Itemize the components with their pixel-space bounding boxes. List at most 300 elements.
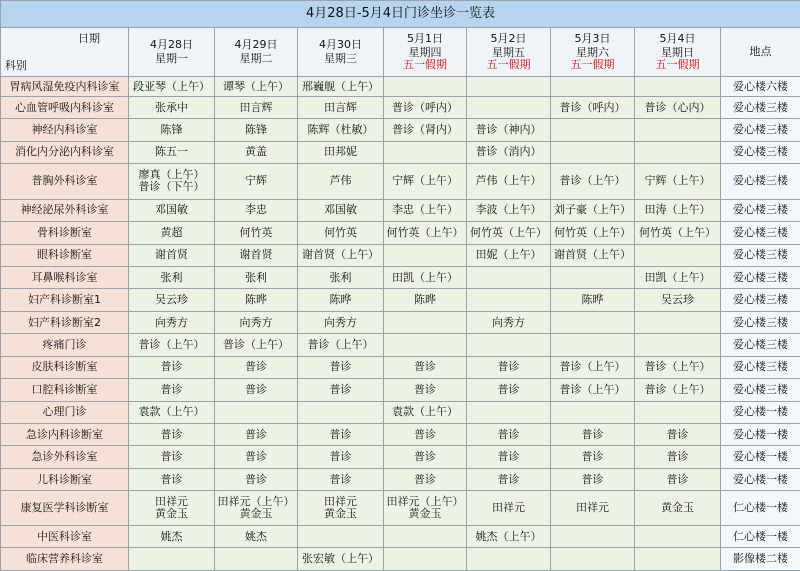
- schedule-cell: [384, 468, 467, 490]
- doctor-entry: 黄金玉: [239, 507, 273, 521]
- header-date: 4月30日: [319, 37, 362, 51]
- schedule-cell: [129, 525, 215, 547]
- table-row: [1, 548, 800, 571]
- doctor-entry: 普诊（上午）: [644, 360, 711, 374]
- schedule-cell: [467, 119, 551, 141]
- schedule-cell: [298, 119, 384, 141]
- table-row: [1, 77, 800, 96]
- header-day-2: [298, 27, 384, 77]
- schedule-cell: [467, 222, 551, 244]
- schedule-cell: [384, 401, 467, 423]
- doctor-entry: 田涛（上午）: [644, 203, 711, 217]
- doctor-entry: 陈辉（杜敏）: [307, 122, 374, 136]
- schedule-cell: [215, 77, 298, 96]
- schedule-cell: [635, 311, 721, 333]
- doctor-entry: 普诊: [245, 360, 267, 374]
- schedule-cell: [467, 379, 551, 401]
- doctor-entry: 普诊: [581, 427, 604, 441]
- table-row: [1, 446, 800, 468]
- schedule-cell: [129, 289, 215, 311]
- schedule-cell: [384, 334, 467, 356]
- doctor-entry: 谭琴（上午）: [223, 79, 289, 93]
- table-row: [1, 119, 800, 141]
- doctor-entry: 普诊: [497, 427, 520, 441]
- location-cell: 爱心楼三楼: [721, 199, 800, 221]
- schedule-cell: [551, 446, 635, 468]
- schedule-cell: [298, 334, 384, 356]
- doctor-entry: 黄超: [160, 225, 183, 239]
- doctor-entry: 姚杰: [245, 529, 267, 543]
- schedule-cell: [384, 96, 467, 118]
- doctor-entry: 普诊: [329, 427, 352, 441]
- schedule-cell: [635, 164, 721, 200]
- schedule-cell: [551, 548, 635, 571]
- doctor-entry: 田言辉: [239, 100, 273, 114]
- doctor-entry: 向秀方: [239, 315, 273, 329]
- dept-name: 妇产科诊断室1: [1, 289, 129, 311]
- dept-name: 心理门诊: [1, 401, 129, 423]
- doctor-entry: 普诊: [329, 382, 352, 396]
- doctor-entry: 普诊（上午）: [223, 338, 289, 351]
- schedule-cell: [298, 379, 384, 401]
- schedule-cell: [467, 164, 551, 200]
- schedule-cell: [215, 379, 298, 401]
- dept-name: 临床营养科诊室: [1, 548, 129, 571]
- schedule-cell: [467, 267, 551, 289]
- schedule-cell: [551, 401, 635, 423]
- schedule-cell: [215, 199, 298, 221]
- location-cell: 爱心楼一楼: [721, 468, 800, 490]
- doctor-entry: 普诊: [329, 360, 352, 374]
- header-date: 4月28日: [150, 37, 193, 51]
- dept-name: 中医科诊室: [1, 525, 129, 547]
- schedule-cell: [215, 401, 298, 423]
- title-row: [1, 1, 800, 28]
- doctor-entry: 田祥元（上午）: [386, 495, 464, 509]
- schedule-cell: [129, 164, 215, 200]
- doctor-entry: 陈晔: [245, 293, 267, 307]
- schedule-cell: [467, 141, 551, 163]
- dept-name: 急诊内科诊断室: [1, 423, 129, 445]
- dept-name: 急诊外科诊室: [1, 446, 129, 468]
- doctor-entry: 普诊（上午）: [559, 174, 626, 188]
- location-cell: 仁心楼一楼: [721, 525, 800, 547]
- schedule-cell: [298, 446, 384, 468]
- schedule-cell: [635, 96, 721, 118]
- schedule-cell: [298, 222, 384, 244]
- schedule-cell: [215, 468, 298, 490]
- doctor-entry: 向秀方: [324, 315, 357, 329]
- table-row: [1, 525, 800, 547]
- location-cell: 爱心楼三楼: [721, 289, 800, 311]
- schedule-cell: [215, 222, 298, 244]
- schedule-cell: [298, 525, 384, 547]
- schedule-cell: [551, 96, 635, 118]
- schedule-cell: [215, 491, 298, 526]
- doctor-entry: 谢首贤: [155, 248, 188, 262]
- schedule-cell: [129, 379, 215, 401]
- schedule-cell: [129, 222, 215, 244]
- schedule-cell: [551, 77, 635, 96]
- schedule-cell: [215, 119, 298, 141]
- doctor-entry: 陈锋: [245, 122, 267, 136]
- dept-name: 眼科诊断室: [1, 244, 129, 266]
- header-date: 5月1日: [407, 31, 443, 45]
- doctor-entry: 普诊: [160, 450, 183, 464]
- doctor-entry: 田邦妮: [324, 145, 357, 159]
- header-holiday: 五一假期: [570, 57, 615, 71]
- doctor-entry: 宁辉（上午）: [392, 174, 458, 188]
- doctor-entry: 黄金玉: [155, 507, 188, 521]
- doctor-entry: 普诊: [245, 382, 267, 396]
- schedule-cell: [467, 311, 551, 333]
- doctor-entry: 何竹英（上午）: [386, 225, 464, 239]
- location-cell: 爱心楼三楼: [721, 164, 800, 200]
- doctor-entry: 邓国敏: [155, 203, 188, 217]
- schedule-cell: [384, 164, 467, 200]
- table-row: [1, 356, 800, 378]
- doctor-entry: 普诊: [666, 427, 689, 441]
- doctor-entry: 何竹英: [239, 225, 273, 239]
- doctor-entry: 向秀方: [155, 315, 188, 329]
- schedule-cell: [467, 446, 551, 468]
- schedule-cell: [215, 311, 298, 333]
- schedule-cell: [384, 77, 467, 96]
- doctor-entry: 普诊: [666, 450, 689, 464]
- schedule-cell: [215, 141, 298, 163]
- schedule-cell: [298, 356, 384, 378]
- dept-name: 妇产科诊断室2: [1, 311, 129, 333]
- table-row: [1, 468, 800, 490]
- doctor-entry: 普诊（消内）: [475, 145, 542, 159]
- doctor-entry: 宁辉: [245, 174, 267, 188]
- doctor-entry: 黄金玉: [324, 507, 357, 521]
- schedule-cell: [635, 525, 721, 547]
- table-row: [1, 244, 800, 266]
- table-row: [1, 289, 800, 311]
- location-cell: 爱心楼六楼: [721, 77, 800, 96]
- doctor-entry: 普诊: [160, 472, 183, 486]
- schedule-cell: [298, 164, 384, 200]
- doctor-entry: 谢首贤（上午）: [554, 248, 631, 262]
- header-date: 4月29日: [234, 37, 278, 51]
- dept-name: 心血管呼吸内科诊室: [1, 96, 129, 118]
- doctor-entry: 袁款（上午）: [138, 405, 205, 419]
- doctor-entry: 田祥元: [324, 495, 357, 509]
- doctor-entry: 陈晔: [329, 293, 352, 307]
- doctor-entry: 黄金玉: [408, 507, 442, 521]
- schedule-cell: [467, 423, 551, 445]
- schedule-cell: [384, 222, 467, 244]
- location-cell: 爱心楼一楼: [721, 446, 800, 468]
- table-title: 4月28日-5月4日门诊坐诊一览表: [1, 1, 800, 28]
- schedule-cell: [467, 548, 551, 571]
- doctor-entry: 吴云珍: [661, 293, 694, 307]
- doctor-entry: 姚杰: [160, 529, 183, 543]
- header-day-5: [551, 27, 635, 77]
- header-day-1: [215, 27, 298, 77]
- schedule-cell: [298, 423, 384, 445]
- table-row: [1, 379, 800, 401]
- doctor-entry: 张利: [329, 270, 352, 284]
- schedule-cell: [551, 379, 635, 401]
- dept-name: 耳鼻喉科诊室: [1, 267, 129, 289]
- doctor-entry: 李忠: [245, 203, 267, 217]
- schedule-cell: [467, 401, 551, 423]
- doctor-entry: 田妮（上午）: [475, 248, 542, 262]
- doctor-entry: 姚杰（上午）: [475, 529, 542, 543]
- schedule-cell: [215, 267, 298, 289]
- schedule-cell: [215, 164, 298, 200]
- schedule-cell: [384, 244, 467, 266]
- doctor-entry: 普诊: [497, 382, 520, 396]
- table-row: [1, 334, 800, 356]
- location-cell: 爱心楼三楼: [721, 222, 800, 244]
- schedule-cell: [215, 244, 298, 266]
- doctor-entry: 田祥元: [492, 501, 525, 515]
- doctor-entry: 普诊（肾内）: [392, 122, 458, 136]
- header-holiday: 五一假期: [403, 57, 447, 71]
- location-cell: 爱心楼三楼: [721, 119, 800, 141]
- schedule-cell: [635, 267, 721, 289]
- schedule-cell: [551, 468, 635, 490]
- doctor-entry: 何竹英（上午）: [554, 225, 631, 239]
- schedule-cell: [215, 548, 298, 571]
- schedule-cell: [467, 244, 551, 266]
- location-cell: 爱心楼三楼: [721, 311, 800, 333]
- doctor-entry: 陈晔: [414, 293, 436, 307]
- doctor-entry: 普诊（呼内）: [392, 100, 458, 114]
- schedule-cell: [129, 423, 215, 445]
- schedule-cell: [551, 525, 635, 547]
- schedule-cell: [635, 289, 721, 311]
- doctor-entry: 张利: [160, 270, 183, 284]
- schedule-cell: [467, 96, 551, 118]
- schedule-cell: [298, 548, 384, 571]
- schedule-cell: [384, 267, 467, 289]
- schedule-cell: [215, 423, 298, 445]
- doctor-entry: 段亚琴（上午）: [133, 79, 210, 93]
- schedule-cell: [298, 289, 384, 311]
- doctor-entry: 黄盖: [245, 145, 267, 159]
- header-day-0: [129, 27, 215, 77]
- table-row: [1, 222, 800, 244]
- doctor-entry: 普诊: [329, 450, 352, 464]
- doctor-entry: 普诊（上午）: [138, 338, 205, 351]
- schedule-cell: [298, 491, 384, 526]
- doctor-entry: 田祥元（上午）: [217, 495, 295, 509]
- doctor-entry: 田凯（上午）: [392, 270, 458, 284]
- schedule-cell: [384, 141, 467, 163]
- schedule-cell: [384, 491, 467, 526]
- doctor-entry: 普诊: [414, 360, 436, 374]
- schedule-cell: [298, 199, 384, 221]
- schedule-cell: [635, 356, 721, 378]
- schedule-cell: [467, 334, 551, 356]
- schedule-cell: [129, 491, 215, 526]
- schedule-cell: [129, 356, 215, 378]
- schedule-cell: [467, 199, 551, 221]
- schedule-cell: [551, 244, 635, 266]
- dept-name: 胃病风湿免疫内科诊室: [1, 77, 129, 96]
- doctor-entry: 谢首贤: [239, 248, 273, 262]
- doctor-entry: 田祥元: [155, 495, 188, 509]
- header-location: 地点: [721, 27, 800, 77]
- table-row: [1, 401, 800, 423]
- location-cell: 爱心楼一楼: [721, 423, 800, 445]
- header-weekday: 星期二: [239, 51, 273, 65]
- schedule-cell: [635, 244, 721, 266]
- doctor-entry: 黄金玉: [661, 501, 694, 515]
- table-row: [1, 96, 800, 118]
- doctor-entry: 普诊（上午）: [644, 382, 711, 396]
- schedule-cell: [384, 423, 467, 445]
- header-row: [1, 27, 800, 77]
- location-cell: 爱心楼三楼: [721, 379, 800, 401]
- doctor-entry: 何竹英（上午）: [639, 225, 716, 239]
- dept-name: 皮肤科诊断室: [1, 356, 129, 378]
- header-holiday: 五一假期: [486, 57, 531, 71]
- doctor-entry: 吴云珍: [155, 293, 188, 307]
- schedule-cell: [635, 468, 721, 490]
- location-cell: 爱心楼三楼: [721, 141, 800, 163]
- schedule-cell: [129, 199, 215, 221]
- table-row: [1, 164, 800, 200]
- doctor-entry: 普诊: [329, 472, 352, 486]
- doctor-entry: 张宏敏（上午）: [302, 552, 379, 566]
- doctor-entry: 普诊: [245, 427, 267, 441]
- location-cell: 爱心楼三楼: [721, 96, 800, 118]
- schedule-cell: [384, 525, 467, 547]
- schedule-cell: [129, 77, 215, 96]
- schedule-cell: [215, 96, 298, 118]
- header-weekday: 星期六: [576, 45, 609, 59]
- schedule-cell: [635, 334, 721, 356]
- schedule-cell: [551, 356, 635, 378]
- table-row: [1, 311, 800, 333]
- schedule-cell: [298, 267, 384, 289]
- header-date: 5月3日: [574, 31, 611, 45]
- doctor-entry: 普诊（神内）: [475, 122, 542, 136]
- location-cell: 爱心楼三楼: [721, 267, 800, 289]
- doctor-entry: 张利: [245, 270, 267, 284]
- schedule-cell: [384, 379, 467, 401]
- schedule-cell: [129, 548, 215, 571]
- schedule-cell: [298, 244, 384, 266]
- table-row: [1, 267, 800, 289]
- doctor-entry: 刘子豪（上午）: [554, 203, 631, 217]
- schedule-cell: [298, 96, 384, 118]
- schedule-cell: [298, 468, 384, 490]
- schedule-cell: [384, 199, 467, 221]
- doctor-entry: 普诊: [497, 360, 520, 374]
- doctor-entry: 田凯（上午）: [644, 270, 711, 284]
- doctor-entry: 普诊: [497, 450, 520, 464]
- doctor-entry: 邢巍舰（上午）: [302, 79, 379, 93]
- location-cell: 仁心楼一楼: [721, 491, 800, 526]
- schedule-cell: [129, 446, 215, 468]
- doctor-entry: 陈五一: [155, 145, 188, 159]
- doctor-entry: 普诊: [497, 472, 520, 486]
- dept-name: 康复医学科诊断室: [1, 491, 129, 526]
- doctor-entry: 普诊: [160, 382, 183, 396]
- location-cell: 影像楼二楼: [721, 548, 800, 571]
- doctor-entry: 普诊: [245, 472, 267, 486]
- schedule-cell: [467, 356, 551, 378]
- schedule-cell: [551, 199, 635, 221]
- schedule-cell: [551, 289, 635, 311]
- schedule-cell: [384, 289, 467, 311]
- schedule-cell: [298, 311, 384, 333]
- schedule-cell: [129, 119, 215, 141]
- schedule-cell: [635, 423, 721, 445]
- header-date: 5月2日: [490, 31, 527, 45]
- schedule-cell: [635, 548, 721, 571]
- doctor-entry: 普诊: [414, 427, 436, 441]
- schedule-cell: [215, 356, 298, 378]
- schedule-cell: [129, 267, 215, 289]
- schedule-cell: [635, 199, 721, 221]
- schedule-cell: [384, 446, 467, 468]
- doctor-entry: 袁款（上午）: [392, 405, 458, 419]
- dept-name: 神经泌尿外科诊室: [1, 199, 129, 221]
- doctor-entry: 芦伟（上午）: [475, 174, 542, 188]
- doctor-entry: 向秀方: [492, 315, 525, 329]
- schedule-cell: [467, 525, 551, 547]
- schedule-cell: [384, 356, 467, 378]
- schedule-cell: [551, 119, 635, 141]
- header-weekday: 星期日: [661, 45, 694, 59]
- doctor-entry: 普诊（上午）: [559, 382, 626, 396]
- schedule-cell: [551, 491, 635, 526]
- doctor-entry: 何竹英（上午）: [470, 225, 547, 239]
- schedule-cell: [129, 334, 215, 356]
- location-cell: 爱心楼三楼: [721, 244, 800, 266]
- schedule-cell: [635, 491, 721, 526]
- schedule-cell: [215, 334, 298, 356]
- dept-name: 儿科诊断室: [1, 468, 129, 490]
- corner-dept-label: 科别: [5, 59, 27, 73]
- table-row: [1, 423, 800, 445]
- schedule-cell: [467, 468, 551, 490]
- doctor-entry: 李忠（上午）: [392, 203, 458, 217]
- doctor-entry: 普诊（上午）: [559, 360, 626, 374]
- schedule-cell: [551, 311, 635, 333]
- doctor-entry: 普诊（上午）: [307, 338, 374, 351]
- doctor-entry: 普诊: [581, 450, 604, 464]
- schedule-cell: [384, 119, 467, 141]
- doctor-entry: 普诊: [414, 382, 436, 396]
- schedule-cell: [298, 401, 384, 423]
- schedule-cell: [129, 468, 215, 490]
- header-weekday: 星期一: [155, 51, 188, 65]
- schedule-cell: [467, 289, 551, 311]
- schedule-cell: [551, 267, 635, 289]
- doctor-entry: 李波（上午）: [475, 203, 542, 217]
- header-day-3: [384, 27, 467, 77]
- dept-name: 疼痛门诊: [1, 334, 129, 356]
- schedule-cell: [635, 222, 721, 244]
- dept-name: 消化内分泌内科诊室: [1, 141, 129, 163]
- schedule-cell: [384, 548, 467, 571]
- schedule-cell: [635, 379, 721, 401]
- schedule-cell: [215, 446, 298, 468]
- schedule-cell: [129, 141, 215, 163]
- schedule-cell: [551, 141, 635, 163]
- header-day-4: [467, 27, 551, 77]
- schedule-cell: [298, 77, 384, 96]
- location-cell: 爱心楼一楼: [721, 401, 800, 423]
